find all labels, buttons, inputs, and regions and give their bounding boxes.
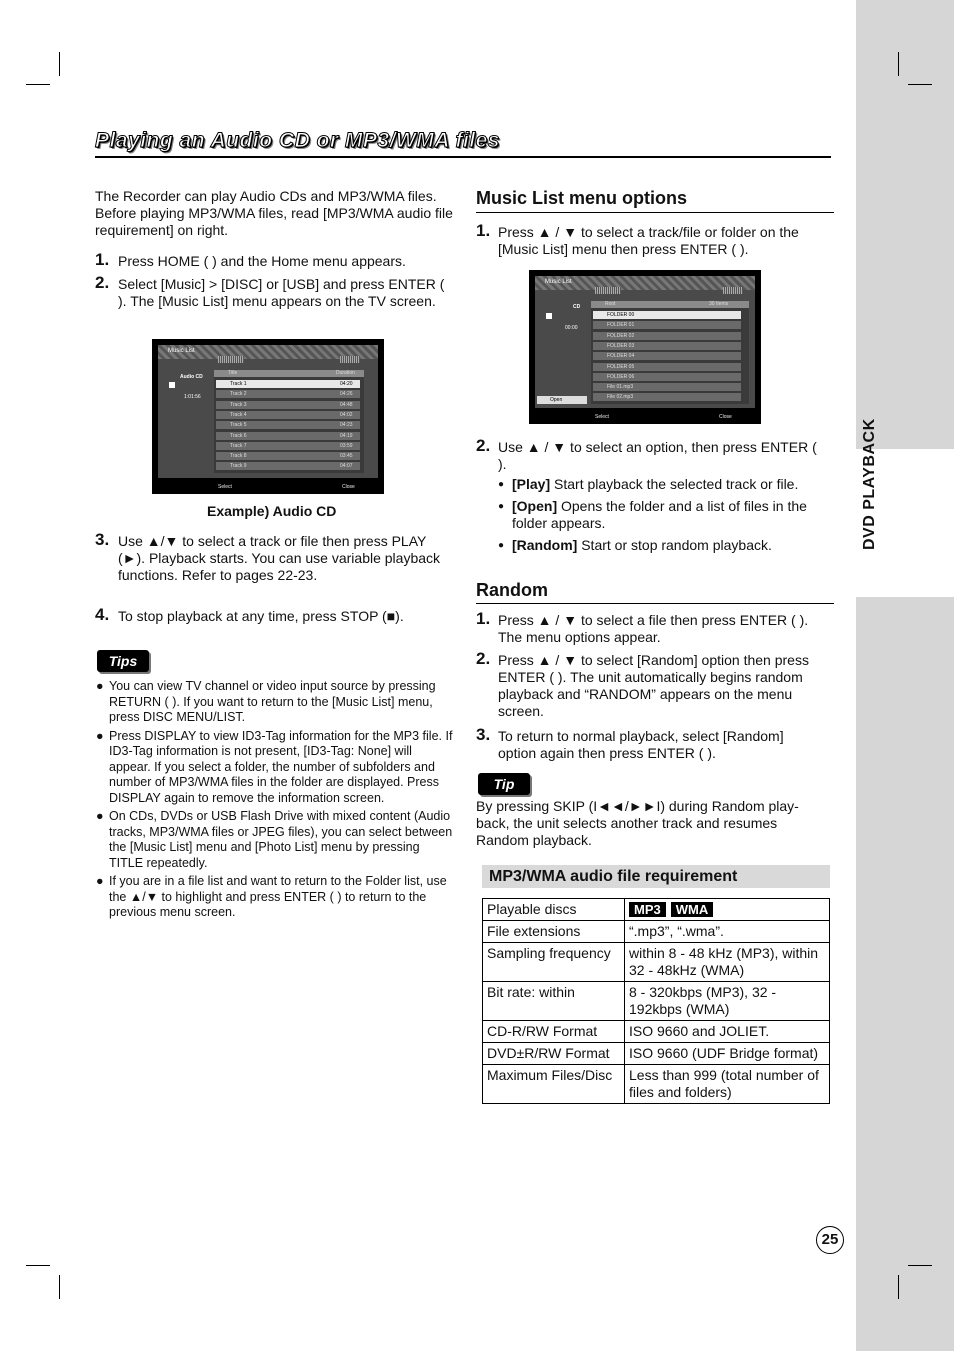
table-value: ISO 9660 (UDF Bridge format) [625,1043,830,1065]
screen-body [535,276,755,408]
folder-row[interactable]: FOLDER 00 [593,311,741,319]
screen-source: Audio CD [180,374,203,380]
step-number: 4. [95,605,110,624]
table-value: within 8 - 48 kHz (MP3), within 32 - 48kHz (WMA) [625,943,830,982]
tip-item [96,874,456,921]
table-key: Playable discs [483,899,625,921]
tips-list [96,679,456,921]
step-1 [118,253,458,270]
random-step-2: Press ▲ / ▼ to select [Random] option then press ENTER ( ). The unit automatically begins random playback and “RANDOM” appears on the menu screen. [498,652,809,719]
crop-mark [26,1265,50,1266]
crop-mark [59,52,60,76]
step-number: 2. [476,436,491,455]
random-step-1: Press ▲ / ▼ to select a file then press ENTER ( ). The menu options appear. [498,612,809,645]
table-value [625,899,830,921]
track-name: Track 6 [230,432,247,439]
tip-text: If you are in a file list and want to return to the Folder list, use the ▲/▼ to highlight and press ENTER ( ) to return to the previous menu screen. [109,874,447,919]
track-name: Track 2 [230,391,247,398]
track-list-panel [214,370,364,473]
bullet: ● [96,874,104,888]
track-row[interactable] [216,390,360,398]
screen-title: Music List [545,279,572,285]
screen-time: 00:00 [565,325,578,331]
track-duration: 04:23 [340,422,353,429]
track-duration: 04:02 [340,411,353,418]
crop-mark [59,1275,60,1299]
track-duration: 03:45 [340,453,353,460]
list-header [591,301,749,308]
equalizer-icon [595,287,621,294]
track-duration: 04:19 [340,432,353,439]
crop-mark [908,84,932,85]
step-number: 1. [476,221,491,240]
page-number: 25 [816,1226,844,1254]
track-name: Track 9 [230,463,247,470]
option-key: [Open] [512,498,558,514]
tip-badge: Tip [478,773,530,795]
disc-icon [169,382,175,388]
music-step-2: Use ▲ / ▼ to select an option, then press ENTER ( ). [498,439,817,472]
folder-row[interactable]: FOLDER 04 [593,352,741,360]
foot-select: Select [218,484,232,490]
disc-icon [546,313,552,319]
option-item [498,537,828,554]
intro-text: The Recorder can play Audio CDs and MP3/WMA files. Before playing MP3/WMA files, read [MP3/WMA audio file requirement] on right. [95,188,453,238]
step-2-text: Select [Music] > [DISC] or [USB] and press ENTER ( ). The [Music List] menu appears on the TV screen. [118,276,445,309]
bullet: ● [96,679,104,693]
track-name: Track 1 [230,381,247,387]
table-row [483,982,830,1021]
step-number: 3. [95,530,110,549]
screen-source: CD [573,304,581,310]
step-4-text: To stop playback at any time, press STOP (■). [118,608,404,624]
folder-row[interactable]: File 01.mp3 [593,383,741,391]
tip-item [96,729,456,807]
table-key: Maximum Files/Disc [483,1065,625,1104]
table-row [483,1043,830,1065]
tip-text: You can view TV channel or video input source by pressing RETURN ( ). If you want to return to the [Music List] menu, press DISC MENU/LIST. [109,679,436,724]
track-row[interactable] [216,432,360,440]
screen-body [158,345,378,478]
step-2 [118,276,452,310]
track-row[interactable] [216,380,360,388]
crop-mark [908,1265,932,1266]
music-list-screen-folders [529,270,761,424]
col-title: Title [228,370,238,376]
track-name: Track 7 [230,442,247,449]
screenshot-caption: Example) Audio CD [207,503,337,519]
crop-mark [26,84,50,85]
track-duration: 04:20 [340,381,353,387]
folder-row[interactable]: File 02.mp3 [593,393,741,401]
random-step-3: To return to normal playback, select [Random] option again then press ENTER ( ). [498,728,784,761]
title-rule [95,156,831,158]
screen-footer [152,480,384,494]
option-text: Start or stop random playback. [581,537,772,553]
bullet: ● [498,540,505,551]
bullet: ● [96,809,104,823]
table-key: Bit rate: within [483,982,625,1021]
option-key: [Play] [512,476,551,492]
crop-mark [898,1275,899,1299]
tip-text: By pressing SKIP (I◄◄/►►I) during Random play-back, the unit selects another track and resumes Random playback. [476,798,799,848]
crop-mark [898,52,899,76]
random-heading: Random [476,580,548,600]
table-key: DVD±R/RW Format [483,1043,625,1065]
step-number: 3. [476,725,491,744]
col-duration: Duration [336,370,355,376]
track-duration: 04:07 [340,463,353,470]
side-bar [856,0,954,1351]
track-row[interactable] [216,401,360,409]
folder-row[interactable]: FOLDER 06 [593,373,741,381]
option-item [498,476,828,493]
requirement-table [482,898,830,1104]
track-name: Track 8 [230,453,247,460]
screen-footer [529,410,761,424]
step-1-text: Press HOME ( ) and the Home menu appears. [118,253,406,269]
folder-row[interactable]: FOLDER 02 [593,332,741,340]
option-item [498,498,828,532]
track-name: Track 3 [230,401,247,408]
track-name: Track 5 [230,422,247,429]
foot-close: Close [719,414,732,420]
table-value: Less than 999 (total number of files and folders) [625,1065,830,1104]
track-row[interactable] [216,462,360,470]
option-text: Start playback the selected track or file. [554,476,799,492]
screen-time: 1:01:56 [184,394,201,400]
table-row [483,1021,830,1043]
track-duration: 04:48 [340,401,353,408]
requirement-heading: MP3/WMA audio file requirement [482,865,830,888]
table-row [483,943,830,982]
folder-row[interactable]: FOLDER 03 [593,342,741,350]
step-number: 2. [95,273,110,292]
table-key: File extensions [483,921,625,943]
tip-item [96,809,456,871]
bullet: ● [96,728,104,743]
list-header [214,370,364,377]
track-row[interactable] [216,442,360,450]
table-row [483,1065,830,1104]
equalizer-icon [218,356,244,363]
format-badge-wma: WMA [671,902,714,917]
track-row[interactable] [216,421,360,429]
table-key: Sampling frequency [483,943,625,982]
bullet: ● [498,479,505,490]
foot-select: Select [595,414,609,420]
table-value: “.mp3”, “.wma”. [625,921,830,943]
heading-rule [476,603,834,604]
tip-text: Press DISPLAY to view ID3-Tag information for the MP3 file. If ID3-Tag information is not present, [ID3-Tag: None] will appear. If you select a folder, the number of subfolders and number of MP3/WMA files in the folder are displayed. Press DISPLAY again to remove the information screen. [109,728,453,805]
foot-close: Close [342,484,355,490]
option-key: [Random] [512,537,578,553]
folder-row[interactable]: FOLDER 01 [593,321,741,329]
equalizer-icon [340,356,360,363]
section-label [860,490,880,550]
tip-item [96,679,456,726]
table-row [483,921,830,943]
track-row[interactable] [216,411,360,419]
track-duration: 03:59 [340,442,353,449]
equalizer-icon [723,287,743,294]
track-row[interactable] [216,452,360,460]
options-list [498,476,828,554]
screen-title: Music List [168,348,195,354]
heading-rule [476,212,834,213]
step-3-text: Use ▲/▼ to select a track or file then press PLAY (►). Playback starts. You can use variable playback functions. Refer to pages 22-23. [118,533,441,583]
option-text: Opens the folder and a list of files in the folder appears. [512,498,807,531]
col-count: 30 Items [709,301,729,307]
step-number: 2. [476,649,491,668]
step-4 [118,608,454,625]
step-number: 1. [95,250,110,269]
format-badge-mp3: MP3 [629,902,666,917]
folder-row[interactable]: FOLDER 05 [593,363,741,371]
table-row [483,899,830,921]
music-list-screen-audio-cd [152,339,384,494]
step-number: 1. [476,609,491,628]
page-title: Playing an Audio CD or MP3/WMA files [95,129,500,152]
track-name: Track 4 [230,411,247,418]
step-3 [118,533,454,584]
folder-list-panel [591,301,749,404]
tips-badge: Tips [97,650,149,672]
track-duration: 04:26 [340,391,353,398]
table-value: 8 - 320kbps (MP3), 32 - 192kbps (WMA) [625,982,830,1021]
music-list-heading: Music List menu options [476,188,688,208]
open-option: Open [537,396,587,404]
tip-text: On CDs, DVDs or USB Flash Drive with mixed content (Audio tracks, MP3/WMA files or JPEG files), you can select between the [Music List] menu and [Photo List] menu by pressing TITLE repeatedly. [109,809,453,870]
table-value: ISO 9660 and JOLIET. [625,1021,830,1043]
table-key: CD-R/RW Format [483,1021,625,1043]
col-title: Root [605,301,616,307]
bullet: ● [498,501,505,512]
music-step-1: Press ▲ / ▼ to select a track/file or folder on the [Music List] menu then press ENTER ( ). [498,224,799,257]
